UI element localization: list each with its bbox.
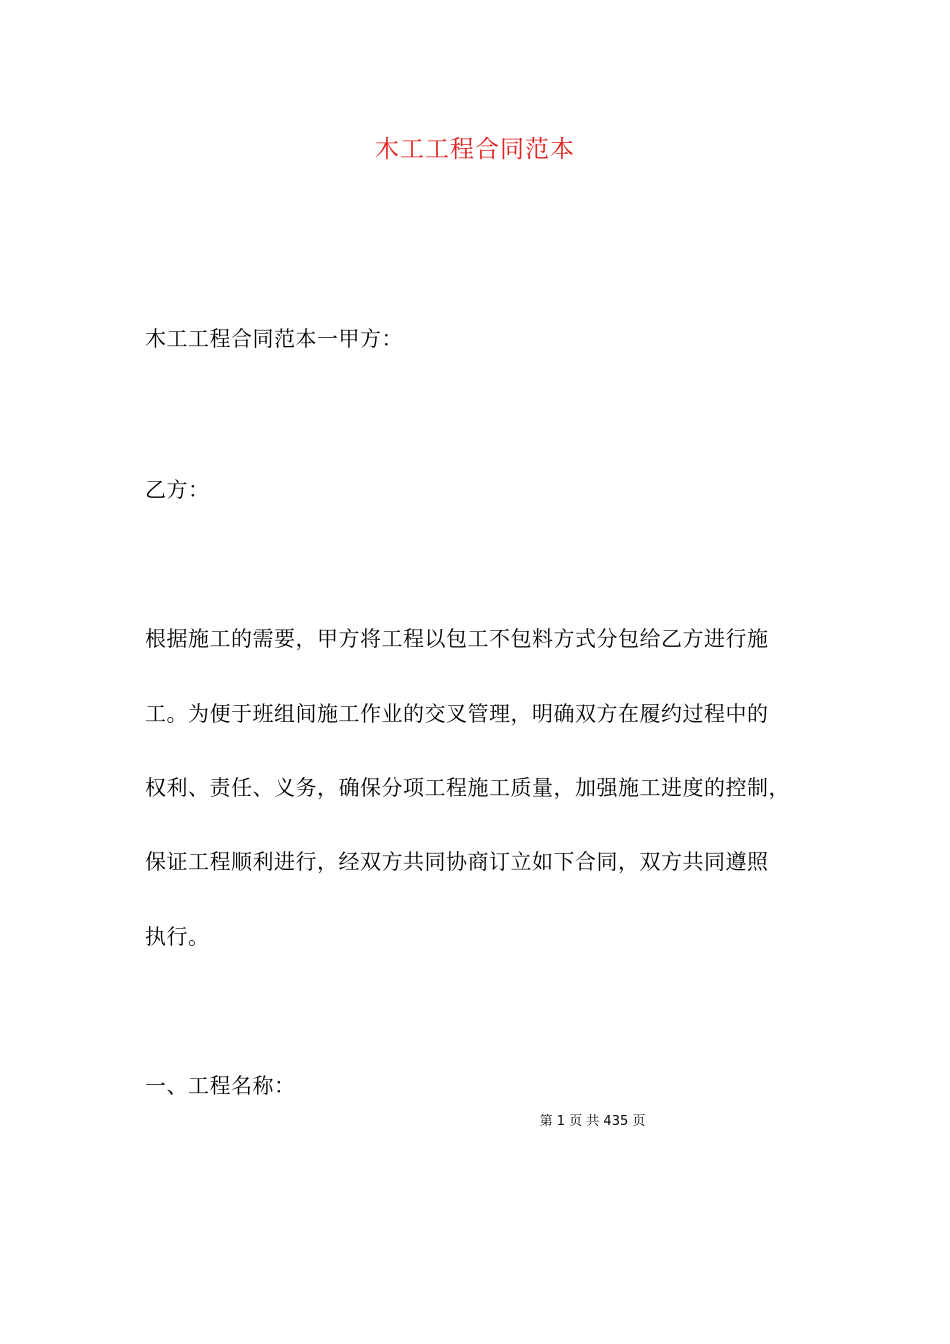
section-heading: 一、工程名称： (145, 1074, 296, 1098)
document-title: 木工工程合同范本 (375, 135, 575, 163)
body-line: 执行。 (145, 925, 210, 949)
body-line: 工。为便于班组间施工作业的交叉管理，明确双方在履约过程中的 (145, 702, 769, 726)
body-line: 保证工程顺利进行，经双方共同协商订立如下合同，双方共同遵照 (145, 850, 769, 874)
body-line: 根据施工的需要，甲方将工程以包工不包料方式分包给乙方进行施 (145, 627, 769, 651)
intro-line: 木工工程合同范本一甲方： (145, 327, 403, 351)
page-footer: 第 1 页 共 435 页 (539, 1114, 646, 1129)
body-line: 权利、责任、义务，确保分项工程施工质量，加强施工进度的控制， (145, 776, 790, 800)
party-b-label: 乙方： (145, 478, 210, 502)
